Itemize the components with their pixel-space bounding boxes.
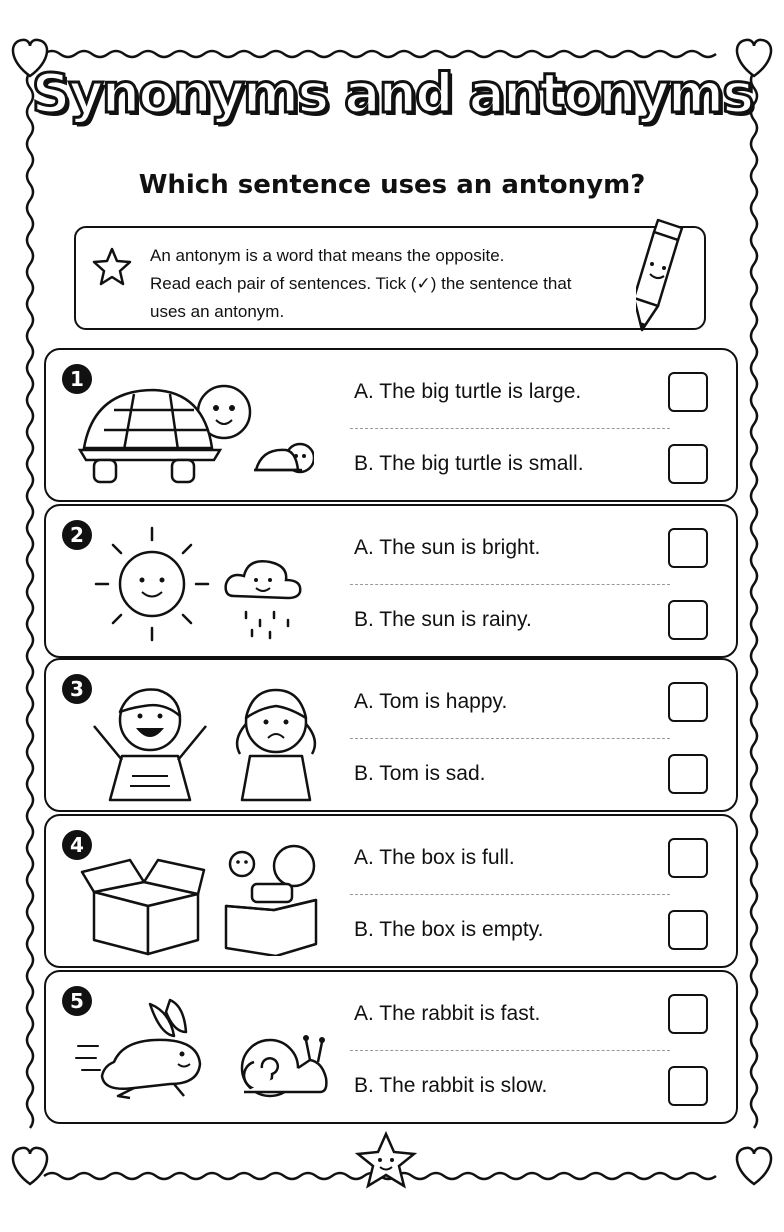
instructions-text [150, 242, 620, 326]
option-divider [350, 738, 670, 739]
question-number: 3 [62, 674, 92, 704]
instructions-line-2: Read each pair of sentences. Tick (✓) the sentence that [150, 274, 572, 293]
option-a: A. The rabbit is fast. [354, 1002, 541, 1025]
question-1 [44, 348, 738, 502]
option-b: B. The rabbit is slow. [354, 1074, 548, 1097]
option-divider [350, 584, 670, 585]
checkbox-option-b[interactable] [668, 910, 708, 950]
page-subtitle: Which sentence uses an antonym? [138, 170, 646, 200]
instructions-box [74, 226, 706, 330]
option-divider [350, 894, 670, 895]
rabbit-and-snail-illustration [74, 992, 334, 1112]
star-icon [92, 246, 132, 286]
checkbox-option-b[interactable] [668, 754, 708, 794]
option-a: A. The sun is bright. [354, 536, 541, 559]
option-b: B. The sun is rainy. [354, 608, 532, 631]
sun-and-cloud-illustration [74, 526, 334, 646]
question-number: 1 [62, 364, 92, 394]
turtle-illustration [74, 370, 314, 490]
checkbox-option-b[interactable] [668, 600, 708, 640]
checkbox-option-a[interactable] [668, 528, 708, 568]
question-number: 5 [62, 986, 92, 1016]
question-5 [44, 970, 738, 1124]
page-title: Synonyms and antonyms [31, 62, 753, 125]
heart-icon [13, 1148, 47, 1184]
instructions-line-3: uses an antonym. [150, 302, 285, 321]
pencil-icon [636, 206, 696, 336]
checkbox-option-a[interactable] [668, 372, 708, 412]
question-4 [44, 814, 738, 968]
checkbox-option-b[interactable] [668, 1066, 708, 1106]
question-2 [44, 504, 738, 658]
option-a: A. The big turtle is large. [354, 380, 582, 403]
option-a: A. The box is full. [354, 846, 515, 869]
question-3 [44, 658, 738, 812]
checkbox-option-a[interactable] [668, 994, 708, 1034]
option-b: B. The box is empty. [354, 918, 544, 941]
happy-boy-sad-girl-illustration [74, 680, 334, 806]
checkbox-option-a[interactable] [668, 682, 708, 722]
option-divider [350, 428, 670, 429]
option-divider [350, 1050, 670, 1051]
heart-icon [737, 1148, 771, 1184]
question-number: 2 [62, 520, 92, 550]
option-b: B. Tom is sad. [354, 762, 486, 785]
empty-and-full-box-illustration [74, 836, 324, 956]
option-a: A. Tom is happy. [354, 690, 508, 713]
question-number: 4 [62, 830, 92, 860]
instructions-line-1: An antonym is a word that means the opposite. [150, 246, 505, 265]
checkbox-option-a[interactable] [668, 838, 708, 878]
option-b: B. The big turtle is small. [354, 452, 584, 475]
checkbox-option-b[interactable] [668, 444, 708, 484]
